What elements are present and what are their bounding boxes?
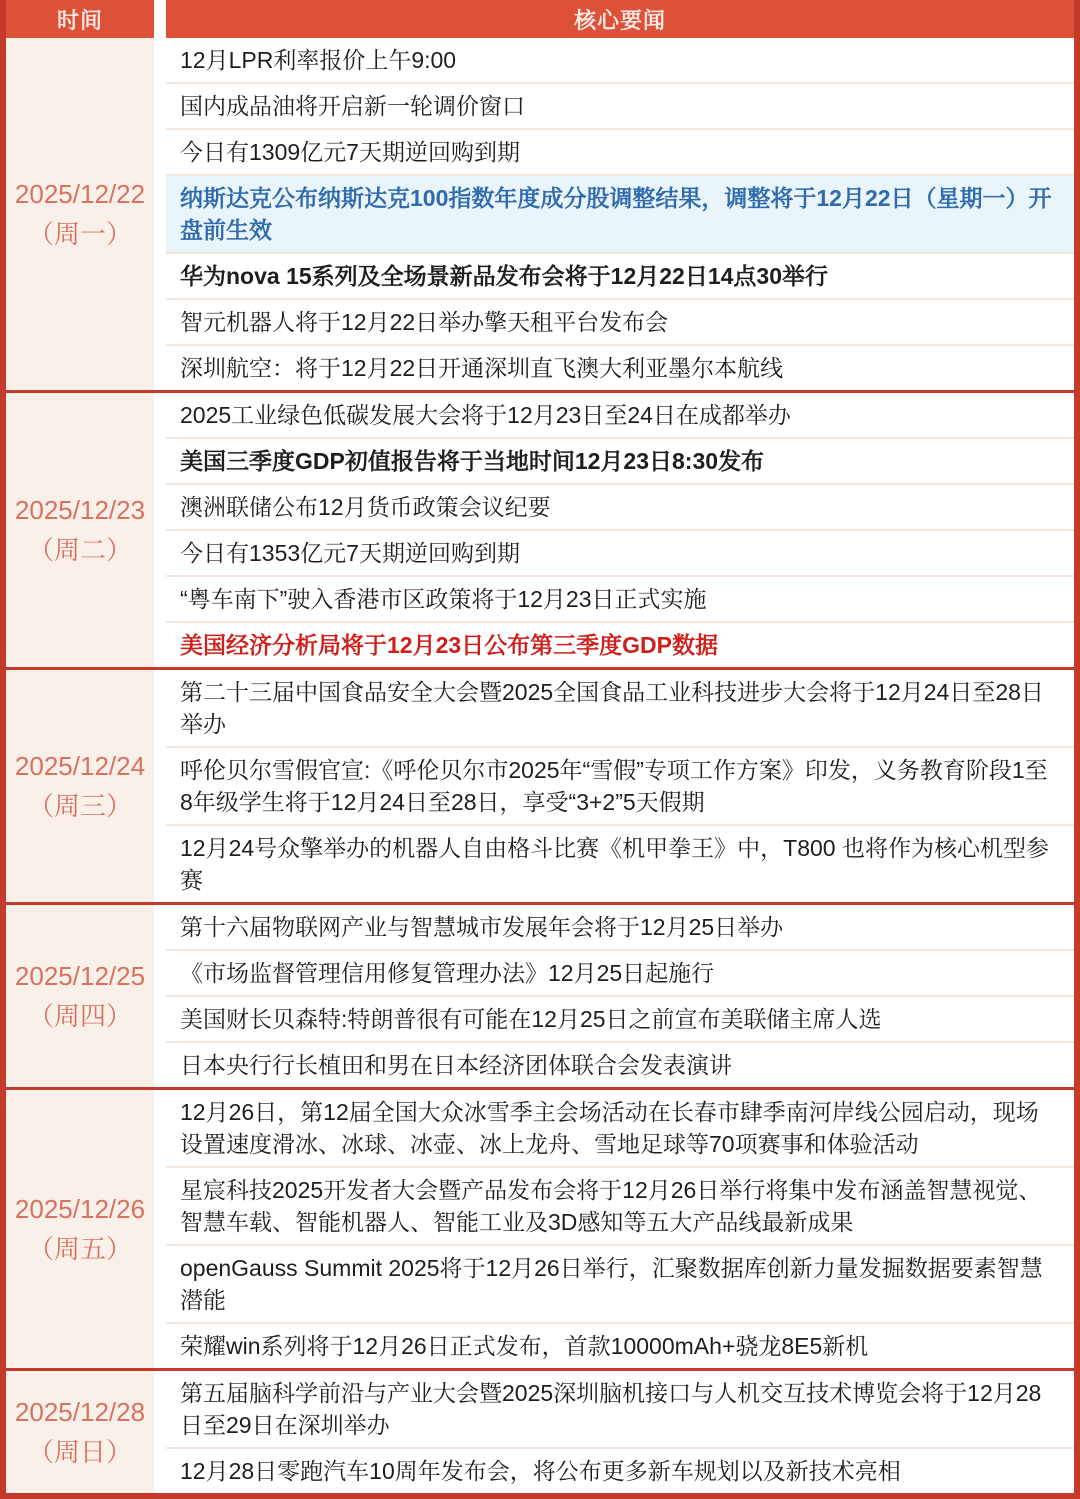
header-column-divider — [154, 0, 166, 38]
news-item-text: 呼伦贝尔雪假官宣:《呼伦贝尔市2025年“雪假”专项工作方案》印发，义务教育阶段1至8年级学生将于12月24日至28日，享受“3+2”5天假期 — [180, 757, 1048, 815]
news-item-text: 12月LPR利率报价上午9:00 — [180, 47, 457, 73]
news-item-text: 12月26日，第12届全国大众冰雪季主会场活动在长春市肆季南河岸线公园启动，现场设置速度滑冰、冰球、冰壶、冰上龙舟、雪地足球等70项赛事和体验活动 — [180, 1099, 1039, 1157]
news-item — [166, 670, 1074, 746]
news-item-text: 深圳航空：将于12月22日开通深圳直飞澳大利亚墨尔本航线 — [180, 355, 784, 381]
column-divider — [154, 670, 166, 902]
news-item-text: 荣耀win系列将于12月26日正式发布，首款10000mAh+骁龙8E5新机 — [180, 1333, 869, 1359]
column-divider — [154, 393, 166, 667]
date-label: 2025/12/28 — [14, 1397, 146, 1427]
news-item-text: 澳洲联储公布12月货币政策会议纪要 — [180, 494, 551, 520]
news-item — [166, 174, 1074, 252]
news-item — [166, 38, 1074, 82]
table-header — [6, 0, 1074, 38]
column-divider — [154, 905, 166, 1087]
news-item-text: 第十六届物联网产业与智慧城市发展年会将于12月25日举办 — [180, 914, 784, 940]
header-time-column: 时间 — [6, 0, 154, 38]
date-cell — [6, 905, 154, 1087]
date-cell — [6, 1090, 154, 1368]
header-news-column: 核心要闻 — [166, 0, 1074, 38]
news-item-text: 第五届脑科学前沿与产业大会暨2025深圳脑机接口与人机交互技术博览会将于12月28日至29日在深圳举办 — [180, 1380, 1042, 1438]
news-item-text: 今日有1353亿元7天期逆回购到期 — [180, 540, 520, 566]
news-items — [166, 38, 1074, 390]
news-items — [166, 1371, 1074, 1493]
news-item-text: 美国财长贝森特:特朗普很有可能在12月25日之前宣布美联储主席人选 — [180, 1006, 882, 1032]
news-item-text: 第二十三届中国食品安全大会暨2025全国食品工业科技进步大会将于12月24日至28日举办 — [180, 679, 1044, 737]
date-label: 2025/12/26 — [14, 1194, 146, 1224]
news-item-text: 华为nova 15系列及全场景新品发布会将于12月22日14点30举行 — [180, 263, 828, 289]
weekday-label: （周四） — [27, 1001, 132, 1031]
column-divider — [154, 1090, 166, 1368]
day-group — [6, 902, 1074, 1087]
news-item — [166, 437, 1074, 483]
news-item-text: 12月24号众擎举办的机器人自由格斗比赛《机甲拳王》中，T800 也将作为核心机型参赛 — [180, 835, 1049, 893]
news-item-text: 纳斯达克公布纳斯达克100指数年度成分股调整结果，调整将于12月22日（星期一）开盘前生效 — [180, 185, 1052, 243]
news-item-text: 国内成品油将开启新一轮调价窗口 — [180, 93, 525, 119]
weekday-label: （周一） — [27, 219, 132, 249]
news-item-text: 2025工业绿色低碳发展大会将于12月23日至24日在成都举办 — [180, 402, 791, 428]
news-items — [166, 1090, 1074, 1368]
day-group — [6, 1087, 1074, 1368]
news-item — [166, 1447, 1074, 1493]
day-group — [6, 390, 1074, 667]
news-item — [166, 995, 1074, 1041]
news-item-text: 今日有1309亿元7天期逆回购到期 — [180, 139, 520, 165]
date-cell — [6, 1371, 154, 1493]
news-items — [166, 905, 1074, 1087]
date-label: 2025/12/23 — [14, 495, 146, 525]
news-item — [166, 344, 1074, 390]
news-item — [166, 575, 1074, 621]
news-item — [166, 1371, 1074, 1447]
weekday-label: （周二） — [27, 535, 132, 565]
weekday-label: （周三） — [27, 791, 132, 821]
weekday-label: （周日） — [27, 1437, 132, 1467]
news-item-text: 12月28日零跑汽车10周年发布会，将公布更多新车规划以及新技术亮相 — [180, 1458, 901, 1484]
column-divider — [154, 1371, 166, 1493]
day-group — [6, 38, 1074, 390]
news-item-text: 智元机器人将于12月22日举办擎天租平台发布会 — [180, 309, 669, 335]
column-divider — [154, 38, 166, 390]
news-item — [166, 824, 1074, 902]
news-item-text: “粤车南下”驶入香港市区政策将于12月23日正式实施 — [180, 586, 707, 612]
news-item — [166, 393, 1074, 437]
news-item-text: 星宸科技2025开发者大会暨产品发布会将于12月26日举行将集中发布涵盖智慧视觉、智慧车载、智能机器人、智能工业及3D感知等五大产品线最新成果 — [180, 1177, 1042, 1235]
news-item-text: 美国经济分析局将于12月23日公布第三季度GDP数据 — [180, 632, 719, 658]
news-item — [166, 252, 1074, 298]
news-item — [166, 1090, 1074, 1166]
news-item-text: 美国三季度GDP初值报告将于当地时间12月23日8:30发布 — [180, 448, 765, 474]
weekday-label: （周五） — [27, 1234, 132, 1264]
day-groups-container — [6, 38, 1074, 1493]
date-cell — [6, 393, 154, 667]
day-group — [6, 1368, 1074, 1493]
news-item — [166, 1322, 1074, 1368]
news-item — [166, 746, 1074, 824]
day-group — [6, 667, 1074, 902]
news-item — [166, 82, 1074, 128]
news-item-text: 日本央行行长植田和男在日本经济团体联合会发表演讲 — [180, 1052, 732, 1078]
date-label: 2025/12/24 — [14, 751, 146, 781]
news-item — [166, 621, 1074, 667]
news-item — [166, 905, 1074, 949]
news-item — [166, 1244, 1074, 1322]
date-label: 2025/12/22 — [14, 179, 146, 209]
date-cell — [6, 670, 154, 902]
news-item — [166, 1166, 1074, 1244]
date-label: 2025/12/25 — [14, 961, 146, 991]
news-item — [166, 1041, 1074, 1087]
news-item — [166, 949, 1074, 995]
news-item — [166, 483, 1074, 529]
news-item-text: openGauss Summit 2025将于12月26日举行，汇聚数据库创新力量发掘数据要素智慧潜能 — [180, 1255, 1043, 1313]
news-item — [166, 529, 1074, 575]
news-item — [166, 298, 1074, 344]
date-cell — [6, 38, 154, 390]
news-items — [166, 393, 1074, 667]
news-item — [166, 128, 1074, 174]
news-items — [166, 670, 1074, 902]
news-item-text: 《市场监督管理信用修复管理办法》12月25日起施行 — [180, 960, 715, 986]
